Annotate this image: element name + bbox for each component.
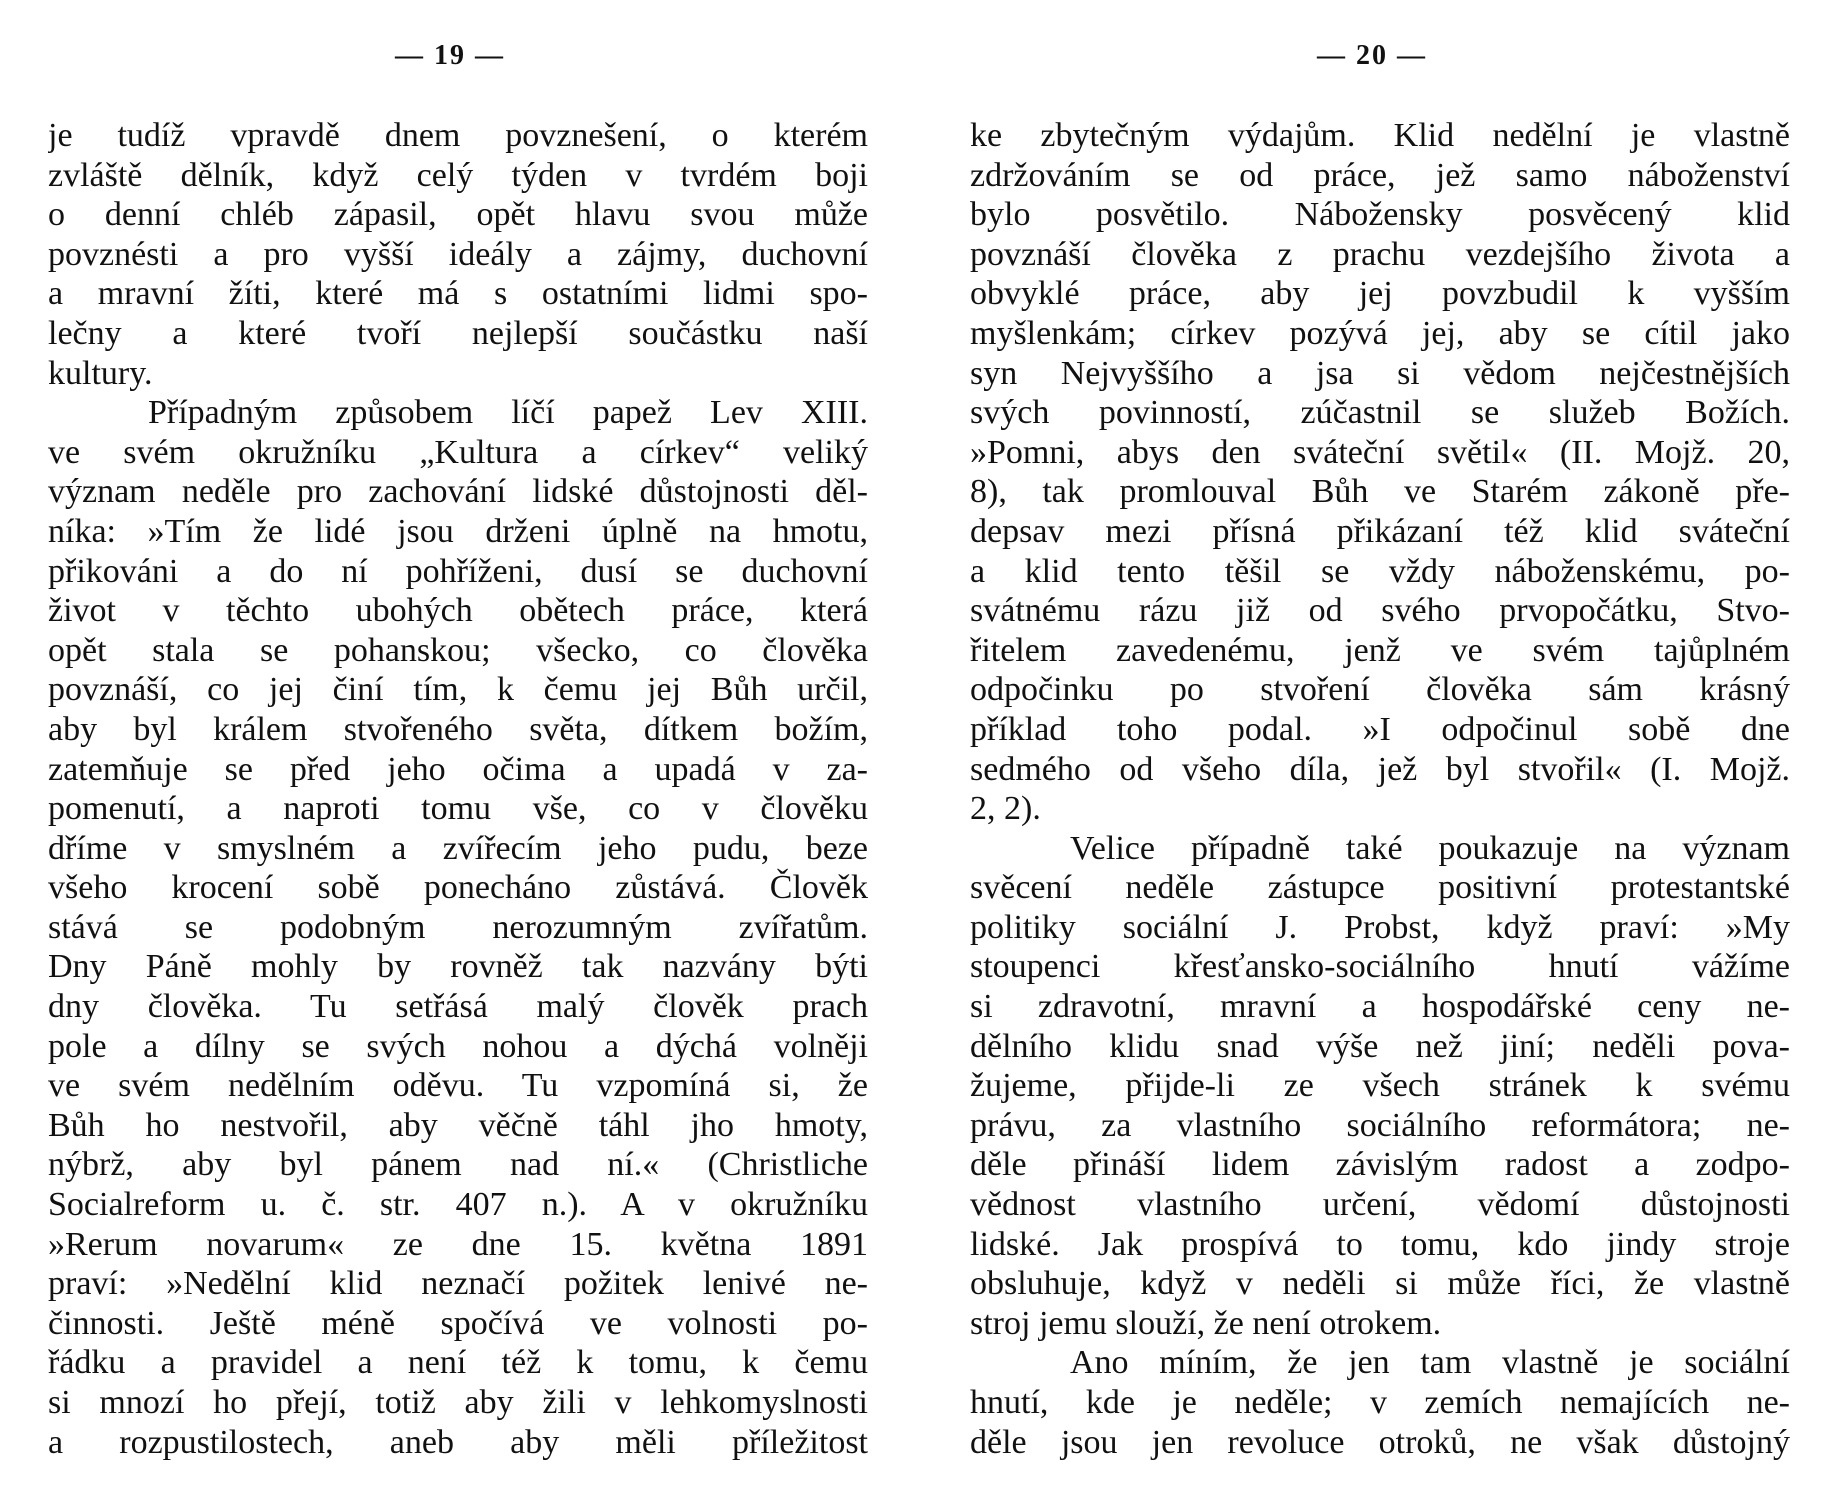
text-line: povznésti a pro vyšší ideály a zájmy, duchovní [48, 235, 868, 273]
text-line: řitelem zavedenému, jenž ve svém tajůplném [970, 631, 1790, 669]
text-line: řádku a pravidel a není též k tomu, k čemu [48, 1344, 868, 1382]
text-line: Socialreform u. č. str. 407 n.). A v okružníku [48, 1186, 868, 1224]
text-line: syn Nejvyššího a jsa si vědom nejčestnějších [970, 354, 1790, 392]
page-number: — 19 — [395, 40, 505, 71]
text-line: přikováni a do ní pohříženi, dusí se duchovní [48, 552, 868, 590]
text-line: níka: »Tím že lidé jsou drženi úplně na hmotu, [48, 512, 868, 550]
text-line: příklad toho podal. »I odpočinul sobě dne [970, 710, 1790, 748]
text-line: a rozpustilostech, aneb aby měli příležitost [48, 1423, 868, 1461]
text-line: Případným způsobem líčí papež Lev XIII. [148, 394, 868, 432]
text-line: zvláště dělník, když celý týden v tvrdém boji [48, 156, 868, 194]
text-line: aby byl králem stvořeného světa, dítkem božím, [48, 710, 868, 748]
text-line: a klid tento těšil se vždy náboženskému, po- [970, 552, 1790, 590]
text-line: dělního klidu snad výše než jiní; neděli pova- [970, 1027, 1790, 1065]
text-line: politiky sociální J. Probst, když praví: »My [970, 908, 1790, 946]
text-line: 2, 2). [970, 790, 1041, 828]
text-line: »Rerum novarum« ze dne 15. května 1891 [48, 1225, 868, 1263]
text-line: »Pomni, abys den sváteční světil« (II. Mojž. 20, [970, 433, 1790, 471]
text-line: depsav mezi přísná přikázaní též klid sváteční [970, 512, 1790, 550]
text-line: povznáší, co jej činí tím, k čemu jej Bůh určil, [48, 671, 868, 709]
text-line: 8), tak promlouval Bůh ve Starém zákoně pře- [970, 473, 1790, 511]
text-line: Dny Páně mohly by rovněž tak nazvány býti [48, 948, 868, 986]
text-line: Bůh ho nestvořil, aby věčně táhl jho hmoty, [48, 1106, 868, 1144]
text-line: činnosti. Ještě méně spočívá ve volnosti po- [48, 1304, 868, 1342]
text-line: Ano míním, že jen tam vlastně je sociální [1070, 1344, 1790, 1382]
text-line: život v těchto ubohých obětech práce, která [48, 592, 868, 630]
text-line: hnutí, kde je neděle; v zemích nemajících ne- [970, 1384, 1790, 1421]
text-line: všeho krocení sobě ponecháno zůstává. Člověk [48, 869, 868, 907]
text-line: dny člověka. Tu setřásá malý člověk prach [48, 988, 868, 1026]
text-line: svátnému rázu již od svého prvopočátku, Stvo- [970, 592, 1790, 630]
text-line: obvyklé práce, aby jej povzbudil k vyšším [970, 275, 1790, 313]
text-line: stoupenci křesťansko-sociálního hnutí vážíme [970, 948, 1790, 986]
left-page-text [48, 116, 868, 1462]
right-page-text [970, 116, 1790, 1462]
text-line: ke zbytečným výdajům. Klid nedělní je vlastně [970, 117, 1790, 154]
text-line: praví: »Nedělní klid neznačí požitek lenivé ne- [48, 1265, 868, 1303]
text-line: odpočinku po stvoření člověka sám krásný [970, 671, 1790, 709]
text-line: o denní chléb zápasil, opět hlavu svou může [48, 196, 868, 234]
text-line: děle přináší lidem závislým radost a zodpo- [970, 1146, 1790, 1184]
text-line: ve svém okružníku „Kultura a církev“ veliký [48, 433, 868, 471]
text-line: stroj jemu slouží, že není otrokem. [970, 1304, 1442, 1342]
text-line: opět stala se pohanskou; všecko, co člověka [48, 631, 868, 669]
text-line: nýbrž, aby byl pánem nad ní.« (Christliche [48, 1146, 868, 1184]
text-line: dříme v smyslném a zvířecím jeho pudu, beze [48, 829, 868, 867]
text-line: sedmého od všeho díla, jež byl stvořil« (I. Mojž. [970, 750, 1790, 788]
text-line: svěcení neděle zástupce positivní protestantské [970, 869, 1790, 907]
text-line: zatemňuje se před jeho očima a upadá v za- [48, 750, 868, 788]
text-line: Velice případně také poukazuje na význam [1070, 829, 1790, 867]
text-line: žujeme, přijde-li ze všech stránek k svému [970, 1067, 1790, 1105]
text-line: myšlenkám; církev pozývá jej, aby se cítil jako [970, 314, 1790, 352]
text-line: zdržováním se od práce, jež samo náboženství [970, 156, 1790, 194]
right-page [970, 0, 1790, 1500]
text-line: lečny a které tvoří nejlepší součástku naší [48, 314, 868, 352]
text-line: bylo posvětilo. Nábožensky posvěcený klid [970, 196, 1790, 234]
text-line: vědnost vlastního určení, vědomí důstojnosti [970, 1186, 1790, 1224]
text-line: ve svém nedělním oděvu. Tu vzpomíná si, že [48, 1067, 868, 1105]
text-line: si mnozí ho přejí, totiž aby žili v lehkomyslnosti [48, 1384, 868, 1421]
text-line: děle jsou jen revoluce otroků, ne však důstojný [970, 1423, 1790, 1461]
text-line: kultury. [48, 354, 153, 392]
text-line: svých povinností, zúčastnil se služeb Božích. [970, 394, 1790, 432]
text-line: lidské. Jak prospívá to tomu, kdo jindy stroje [970, 1225, 1790, 1263]
text-line: právu, za vlastního sociálního reformátora; ne- [970, 1106, 1790, 1144]
text-line: a mravní žíti, které má s ostatními lidmi spo- [48, 275, 868, 313]
text-line: význam neděle pro zachování lidské důstojnosti děl- [48, 473, 868, 511]
text-line: pole a dílny se svých nohou a dýchá volněji [48, 1027, 868, 1065]
page-number: — 20 — [1317, 40, 1427, 71]
text-line: si zdravotní, mravní a hospodářské ceny ne- [970, 988, 1790, 1026]
text-line: stává se podobným nerozumným zvířatům. [48, 908, 868, 946]
text-line: je tudíž vpravdě dnem povznešení, o kterém [48, 117, 868, 154]
text-line: povznáší člověka z prachu vezdejšího života a [970, 235, 1790, 273]
left-page [48, 0, 868, 1500]
text-line: obsluhuje, když v neděli si může říci, že vlastně [970, 1265, 1790, 1303]
text-line: pomenutí, a naproti tomu vše, co v člověku [48, 790, 868, 828]
